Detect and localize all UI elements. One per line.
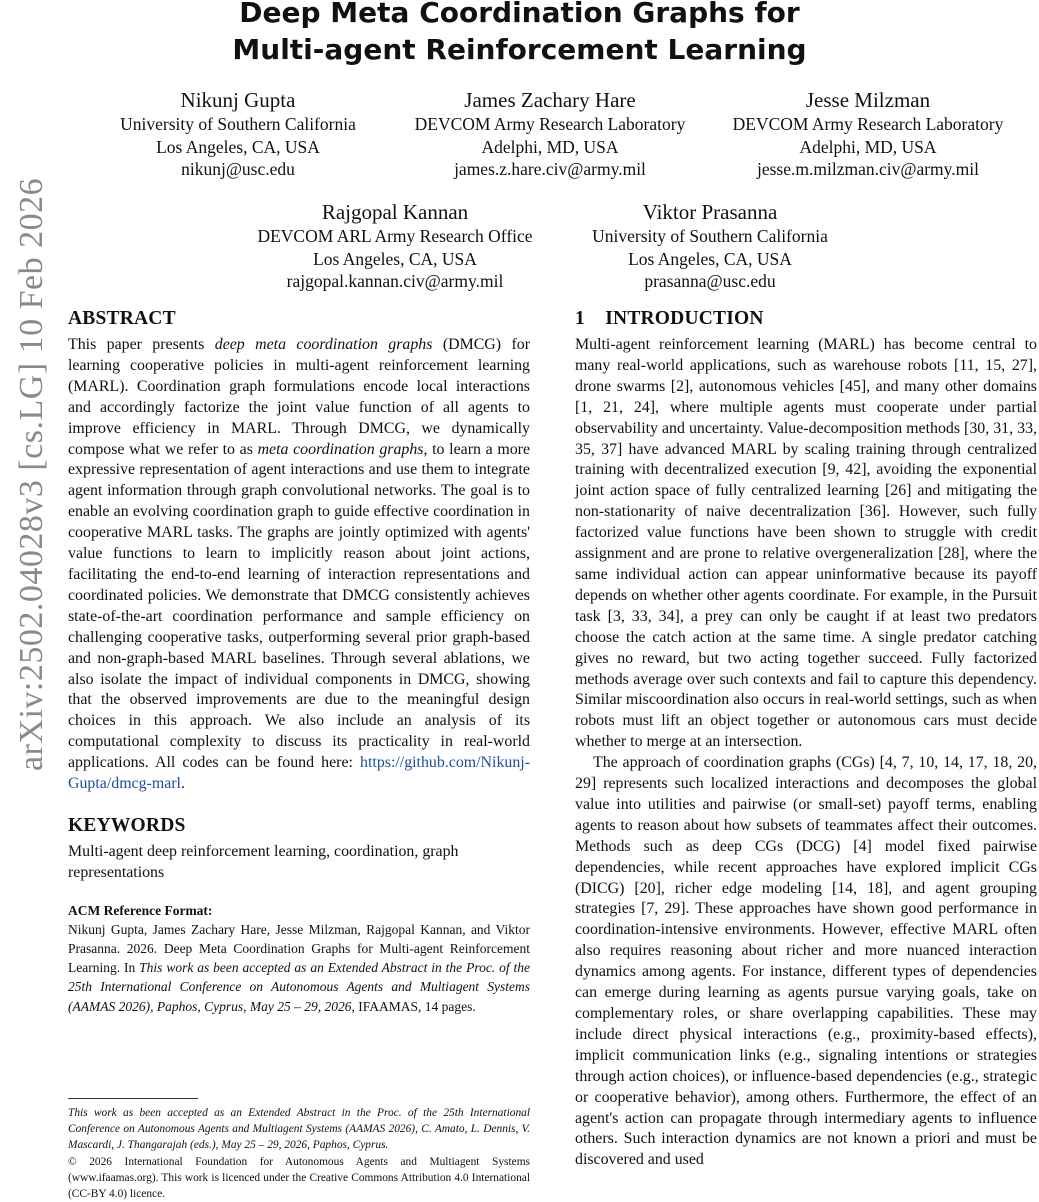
author-block-3 <box>712 87 1024 181</box>
github-link[interactable]: https://github.com/Nikunj-Gupta/dmcg-marl <box>68 754 530 793</box>
author-name: Nikunj Gupta <box>180 88 296 112</box>
footnote-rule <box>68 1098 198 1099</box>
author-affiliation: DEVCOM Army Research Laboratory <box>732 114 1004 134</box>
introduction-heading: 1 INTRODUCTION <box>575 308 764 329</box>
keywords-heading: KEYWORDS <box>68 814 186 836</box>
author-name: Rajgopal Kannan <box>321 200 469 224</box>
acm-reference-text: Nikunj Gupta, James Zachary Hare, Jesse Milzman, Rajgopal Kannan, and Viktor Prasanna. 2026. Deep Meta Coordination Graphs for Multi-agent Reinforcement Learning. In This work as been accepted as an Extended Abstract in the Proc. of the 25th International Conference on Autonomous Agents and Multiagent Systems (AAMAS 2026), Paphos, Cyprus, May 25 – 29, 2026, IFAAMAS, 14 pages. <box>68 921 530 1014</box>
abstract-heading: ABSTRACT <box>68 308 176 329</box>
intro-paragraph-1: Multi-agent reinforcement learning (MARL) has become central to many real-world applications, such as warehouse robots [11, 15, 27], drone swarms [2], autonomous vehicles [45], and many other domains [1, 21, 24], where multiple agents must cooperate under partial observability and uncertainty. Value-decomposition methods [30, 31, 33, 35, 37] have advanced MARL by scaling training through centralized training with decentralized execution [9, 42], avoiding the exponential joint action space of fully centralized learning [26] and mitigating the non-stationarity of naive decentralization [36]. However, such fully factorized value functions have been shown to struggle with credit assignment and are prone to relative overgeneralization [28], where the same individual action can appear uninformative because its payoff depends on whether other agents coordinate. For example, in the Pursuit task [3, 33, 34], a prey can only be caught if at least two predators choose the catch action at the same time. A single predator catching gives no reward, but two acting together succeed. Fully factorized methods average over such contexts and fail to capture this dependency. Similar miscoordination also occurs in real-world settings, such as when robots must lift an object together or autonomous cars must decide whether to merge at an intersection. <box>575 336 1037 751</box>
left-column <box>68 306 530 1016</box>
author-location: Adelphi, MD, USA <box>481 136 619 157</box>
author-email: jesse.m.milzman.civ@army.mil <box>756 159 979 180</box>
author-block-5 <box>568 199 852 293</box>
keywords-text: Multi-agent deep reinforcement learning, coordination, graph representations <box>68 842 459 881</box>
author-email: james.z.hare.civ@army.mil <box>454 159 646 180</box>
author-location: Adelphi, MD, USA <box>799 136 937 157</box>
author-affiliation: DEVCOM Army Research Laboratory <box>414 114 686 134</box>
author-email: rajgopal.kannan.civ@army.mil <box>286 271 504 292</box>
author-name: Viktor Prasanna <box>642 200 778 224</box>
author-location: Los Angeles, CA, USA <box>156 136 320 157</box>
intro-paragraph-2: The approach of coordination graphs (CGs) [4, 7, 10, 14, 17, 18, 20, 29] represents such localized interactions and decomposes the global value into utilities and pairwise (or small-set) payoff terms, enabling agents to reason about how subsets of teammates affect their outcomes. Methods such as deep CGs (DCG) [4] model fixed pairwise dependencies, while recent approaches have explored implicit CGs (DICG) [20], richer edge modeling [14, 18], and agent grouping strategies [7, 29]. These approaches have shown good performance in coordination-intensive environments. However, effective MARL often also requires reasoning about richer and more nuanced interaction dynamics among agents. For instance, different types of dependencies can emerge during learning as agents pursue varying goals, take on complementary roles, or share overlapping capabilities. These may include direct physical interactions (e.g., proximity-based effects), implicit communication links (e.g., signaling intentions or strategies through action choices), or influence-based dependencies (e.g., strategic or cooperative behavior), among others. Furthermore, the effect of an agent's action can propagate through intermediary agents to influence others. Such interaction dynamics are not known a priori and must be discovered and used <box>575 754 1037 1169</box>
acm-reference-heading: ACM Reference Format: <box>68 902 213 918</box>
author-affiliation: DEVCOM ARL Army Research Office <box>257 226 533 246</box>
arxiv-identifier: arXiv:2502.04028v3 [cs.LG] 10 Feb 2026 <box>13 177 50 771</box>
author-name: Jesse Milzman <box>805 88 931 112</box>
author-name: James Zachary Hare <box>464 88 636 112</box>
author-block-1 <box>106 87 370 181</box>
author-location: Los Angeles, CA, USA <box>313 248 477 269</box>
paper-title <box>0 0 1039 68</box>
abstract-text: This paper presents deep meta coordination graphs (DMCG) for learning cooperative policies in multi-agent reinforcement learning (MARL). Coordination graph formulations encode local interactions and accordingly factorize the joint value function of all agents to improve efficiency in MARL. Through DMCG, we dynamically compose what we refer to as meta coordination graphs, to learn a more expressive representation of agent interactions and use them to integrate agent information through graph convolutional networks. The goal is to enable an evolving coordination graph to guide effective coordination in cooperative MARL tasks. The graphs are jointly optimized with agents' value functions to learn to implicitly reason about joint actions, facilitating the end-to-end learning of interaction representations and coordinated policies. We demonstrate that DMCG consistently achieves state-of-the-art coordination performance and sample efficiency on challenging cooperative tasks, outperforming several prior graph-based and non-graph-based MARL baselines. Through several ablations, we also isolate the impact of individual components in DMCG, showing that the observed improvements are due to the meaningful design choices in this approach. We also include an analysis of its computational complexity to discuss its practicality in real-world applications. All codes can be found here: https://github.com/Nikunj-Gupta/dmcg-marl. <box>68 336 530 793</box>
author-email: prasanna@usc.edu <box>644 271 776 292</box>
footnote: This work as been accepted as an Extended Abstract in the Proc. of the 25th International Conference on Autonomous Agents and Multiagent Systems (AAMAS 2026), C. Amato, L. Dennis, V. Mascardi, J. Thangarajah (eds.), May 25 – 29, 2026, Paphos, Cyprus. © 2026 International Foundation for Autonomous Agents and Multiagent Systems (www.ifaamas.org). This work is licenced under the Creative Commons Attribution 4.0 International (CC-BY 4.0) licence. <box>68 1107 530 1201</box>
title-line-1: Deep Meta Coordination Graphs for <box>239 0 800 29</box>
author-block-4 <box>236 199 554 293</box>
author-affiliation: University of Southern California <box>592 226 828 246</box>
title-line-2: Multi-agent Reinforcement Learning <box>232 33 807 66</box>
author-location: Los Angeles, CA, USA <box>628 248 792 269</box>
author-email: nikunj@usc.edu <box>181 159 295 180</box>
author-affiliation: University of Southern California <box>120 114 356 134</box>
right-column <box>575 306 1037 1171</box>
author-block-2 <box>394 87 706 181</box>
